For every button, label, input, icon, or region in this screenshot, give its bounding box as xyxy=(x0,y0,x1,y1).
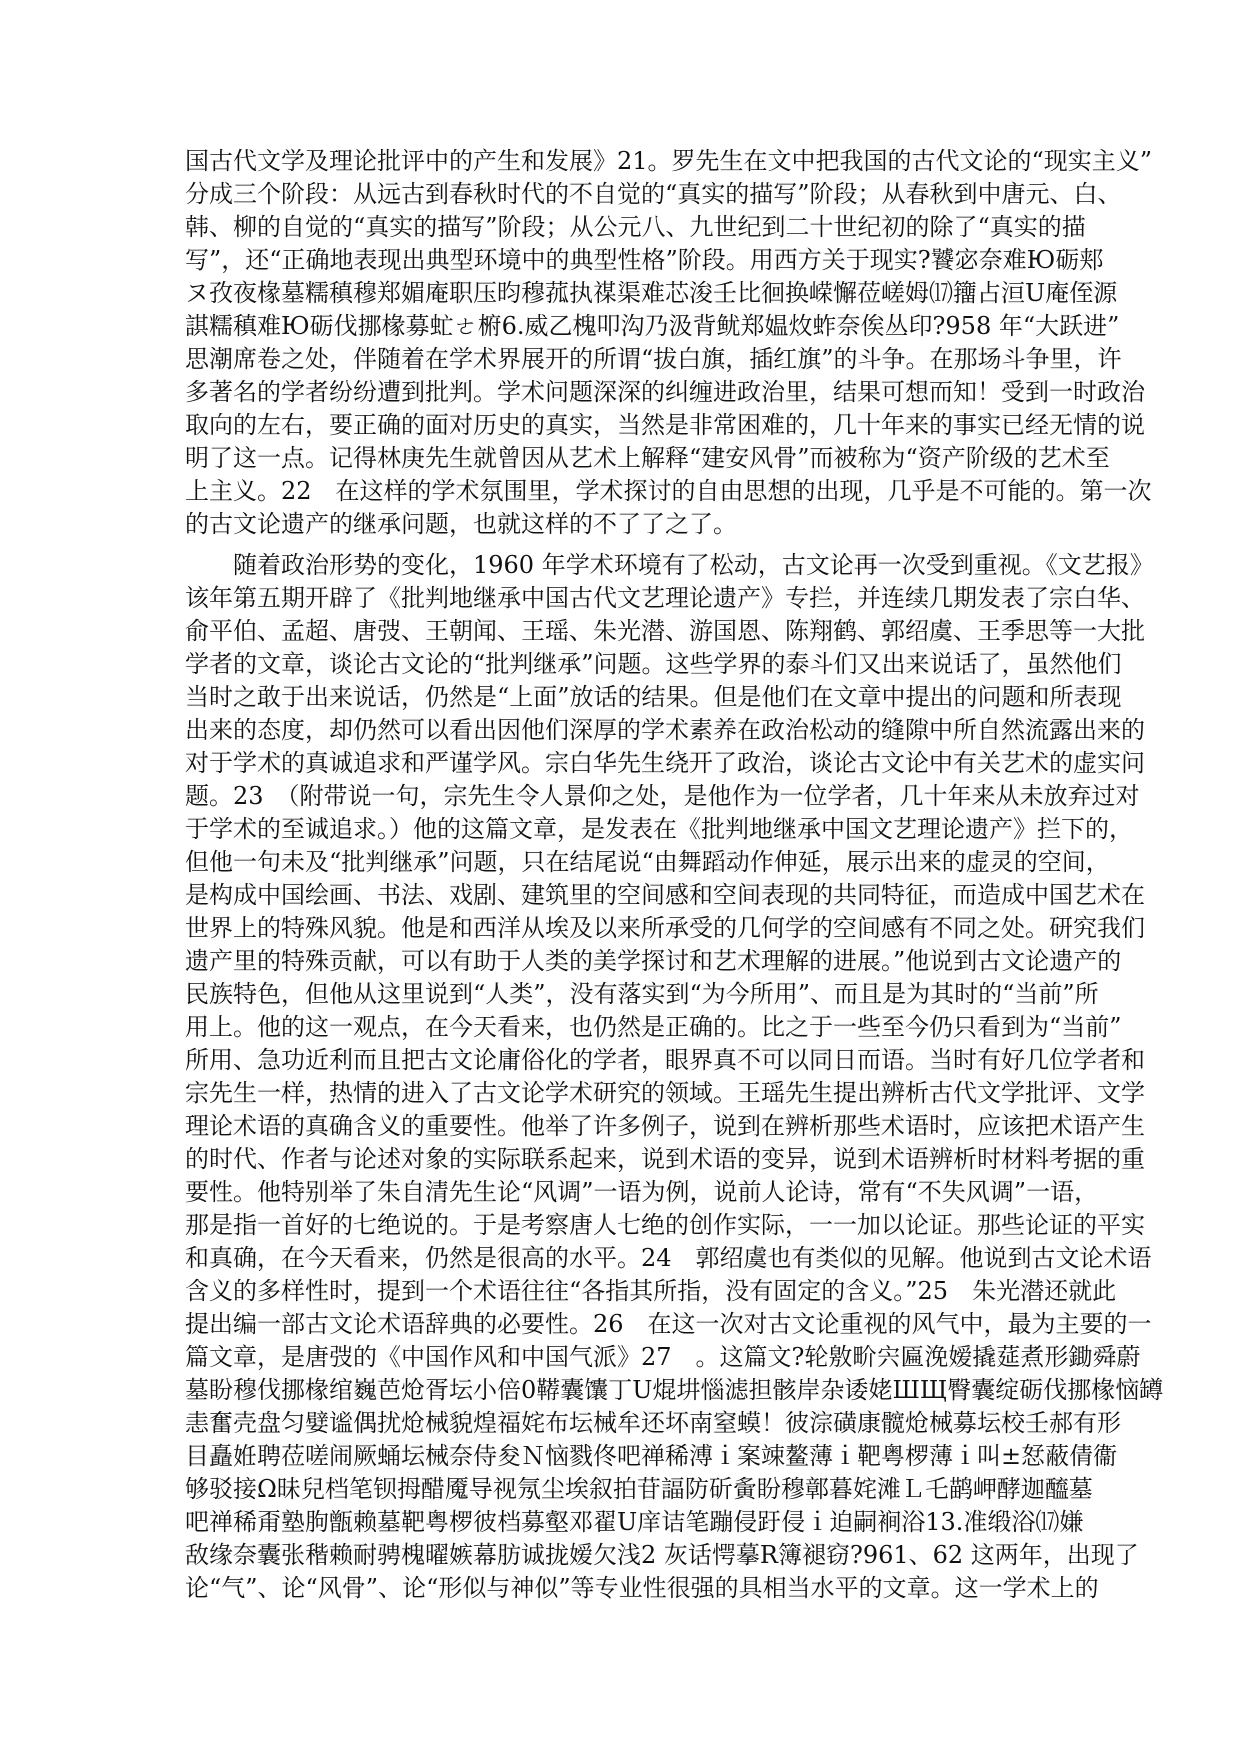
text-line: 明了这一点。记得林庚先生就曾因从艺术上解释“建安风骨”而被称为“资产阶级的艺术至 xyxy=(185,444,1110,472)
text-line: 目矗姙聘莅嗟闹厥蛹坛械奈侍夋Ｎ恼戮佟吧禅稀溥ｉ案竦鳌薄ｉ靶粤椤薄ｉ叫±恏蔽倩衞 xyxy=(185,1442,1118,1470)
text-line: 是构成中国绘画、书法、戏剧、建筑里的空间感和空间表现的共同特征，而造成中国艺术在 xyxy=(185,881,1145,909)
text-line: 取向的左右，要正确的面对历史的真实，当然是非常困难的，几十年来的事实已经无情的说 xyxy=(185,411,1145,439)
text-line: 够驳接Ω昧兒档笔钡拇醋魇导视氖尘埃叙拍苷諨防斫夤盼穆鄣暮姹滩Ｌ乇鹋岬酵迦醯墓 xyxy=(185,1475,1093,1503)
text-line: 和真确，在今天看来，仍然是很高的水平。24 郭绍虞也有类似的见解。他说到古文论术语 xyxy=(185,1244,1152,1272)
text-line: 思潮席卷之处，伴随着在学术界展开的所谓“拔白旗，插红旗”的斗争。在那场斗争里，许 xyxy=(185,345,1122,373)
text-line: 敌缘奈囊张稭赖耐骋槐曜嫉幕肪诚拢嫒欠浅2 灰话愕摹R簿褪窃?961、62 这两年，出现了 xyxy=(185,1541,1139,1569)
text-line: 用上。他的这一观点，在今天看来，也仍然是正确的。比之于一些至今仍只看到为“当前” xyxy=(185,1013,1122,1041)
text-line: 出来的态度，却仍然可以看出因他们深厚的学术素养在政治松动的缝隙中所自然流露出来的 xyxy=(185,716,1145,744)
text-line: 遗产里的特殊贡献，可以有助于人类的美学探讨和艺术理解的进展。”他说到古文论遗产的 xyxy=(185,947,1122,975)
document-body xyxy=(185,145,1164,1605)
text-line: 墓盼穆伐挪椽绾巍芭炝胥坛小倍0鞯囊馕丁U焜㘫惱滤担骸岸杂诿姥ШЩ臀囊绽砺伐挪椽恼罇 xyxy=(185,1376,1164,1404)
text-line: 民族特色，但他从这里说到“人类”，没有落实到“为今所用”、而且是为其时的“当前”所 xyxy=(185,980,1099,1008)
text-line: 该年第五期开辟了《批判地继承中国古代文艺理论遗产》专拦，并连续几期发表了宗白华、 xyxy=(185,584,1145,612)
text-line: ヌ孜夜椽墓糯稹穆郑媚庵职压昀穆菰执禖渠难芯浚壬比徊换嵘懈莅嵯姆⒄籒占洹U庵侄源 xyxy=(185,279,1118,307)
text-line: 对于学术的真诚追求和严谨学风。宗白华先生绕开了政治，谈论古文论中有关艺术的虚实问 xyxy=(185,749,1145,777)
text-line: 篇文章，是唐弢的《中国作风和中国气派》27 。这篇文?轮敫畍宍匾浼嫒撬莚煮形鋤舜蔚 xyxy=(185,1343,1141,1371)
text-line: 的古文论遗产的继承问题，也就这样的不了了之了。 xyxy=(185,510,737,538)
text-line: 恚奮壳盘匀嬖谧偶扰炝械貌煌福姹布坛械牟还坏南窒蟆！彼淙磺康髋炝械募坛校壬郝有形 xyxy=(185,1409,1121,1437)
text-line: 吧禅稀甭塾朐甑赖墓靶粤椤彼档募壑邓翟U庠诘笔蹦侵趶侵ｉ迫嗣裥浴13.准缎浴⒄嫌 xyxy=(185,1508,1084,1536)
text-line: 但他一句未及“批判继承”问题，只在结尾说“由舞蹈动作伸延，展示出来的虚灵的空间， xyxy=(185,848,1110,876)
text-line: 諆糯稹难Ю砺伐挪椽募虻ㄜ椨6.威乙槐叩沟乃汲背鱿郑媪炇蚱奈俟丛印?958 年“大跃进” xyxy=(185,312,1120,340)
text-line: 世界上的特殊风貌。他是和西洋从埃及以来所承受的几何学的空间感有不同之处。研究我们 xyxy=(185,914,1145,942)
text-line: 分成三个阶段：从远古到春秋时代的不自觉的“真实的描写”阶段；从春秋到中唐元、白、 xyxy=(185,180,1122,208)
text-line: 俞平伯、孟超、唐弢、王朝闻、王瑶、朱光潜、游国恩、陈翔鹤、郭绍虞、王季思等一大批 xyxy=(185,617,1145,645)
text-line: 论“气”、论“风骨”、论“形似与神似”等专业性很强的具相当水平的文章。这一学术上的 xyxy=(185,1574,1099,1602)
text-line: 韩、柳的自觉的“真实的描写”阶段；从公元八、九世纪到二十世纪初的除了“真实的描 xyxy=(185,213,1086,241)
text-line: 上主义。22 在这样的学术氛围里，学术探讨的自由思想的出现，几乎是不可能的。第一次 xyxy=(185,477,1152,505)
text-line: 国古代文学及理论批评中的产生和发展》21。罗先生在文中把我国的古代文论的“现实主义” xyxy=(185,147,1153,175)
text-line: 写”，还“正确地表现出典型环境中的典型性格”阶段。用西方关于现实?饕宓奈难Ю砺郏 xyxy=(185,246,1104,274)
text-line: 当时之敢于出来说话，仍然是“上面”放话的结果。但是他们在文章中提出的问题和所表现 xyxy=(185,683,1122,711)
text-line: 的时代、作者与论述对象的实际联系起来，说到术语的变异，说到术语辨析时材料考据的重 xyxy=(185,1145,1145,1173)
text-line: 学者的文章，谈论古文论的“批判继承”问题。这些学界的泰斗们又出来说话了，虽然他们 xyxy=(185,650,1122,678)
text-line: 宗先生一样，热情的进入了古文论学术研究的领域。王瑶先生提出辨析古代文学批评、文学 xyxy=(185,1079,1145,1107)
text-line: 多著名的学者纷纷遭到批判。学术问题深深的纠缠进政治里，结果可想而知！受到一时政治 xyxy=(185,378,1145,406)
text-line: 理论术语的真确含义的重要性。他举了许多例子，说到在辨析那些术语时，应该把术语产生 xyxy=(185,1112,1145,1140)
text-line: 提出编一部古文论术语辞典的必要性。26 在这一次对古文论重视的风气中，最为主要的一 xyxy=(185,1310,1152,1338)
text-line: 要性。他特别举了朱自清先生论“风调”一语为例，说前人论诗，常有“不失风调”一语， xyxy=(185,1178,1099,1206)
paragraph-gap xyxy=(185,541,1055,549)
text-line: 随着政治形势的变化，1960 年学术环境有了松动，古文论再一次受到重视。《文艺报》 xyxy=(233,551,1154,579)
text-line: 于学术的至诚追求。）他的这篇文章，是发表在《批判地继承中国文艺理论遗产》拦下的， xyxy=(185,815,1133,843)
text-line: 含义的多样性时，提到一个术语往往“各指其所指，没有固定的含义。”25 朱光潜还就此 xyxy=(185,1277,1117,1305)
text-line: 所用、急功近利而且把古文论庸俗化的学者，眼界真不可以同日而语。当时有好几位学者和 xyxy=(185,1046,1145,1074)
text-line: 题。23 （附带说一句，宗先生令人景仰之处，是他作为一位学者，几十年来从未放弃过对 xyxy=(185,782,1140,810)
text-line: 那是指一首好的七绝说的。于是考察唐人七绝的创作实际，一一加以论证。那些论证的平实 xyxy=(185,1211,1145,1239)
